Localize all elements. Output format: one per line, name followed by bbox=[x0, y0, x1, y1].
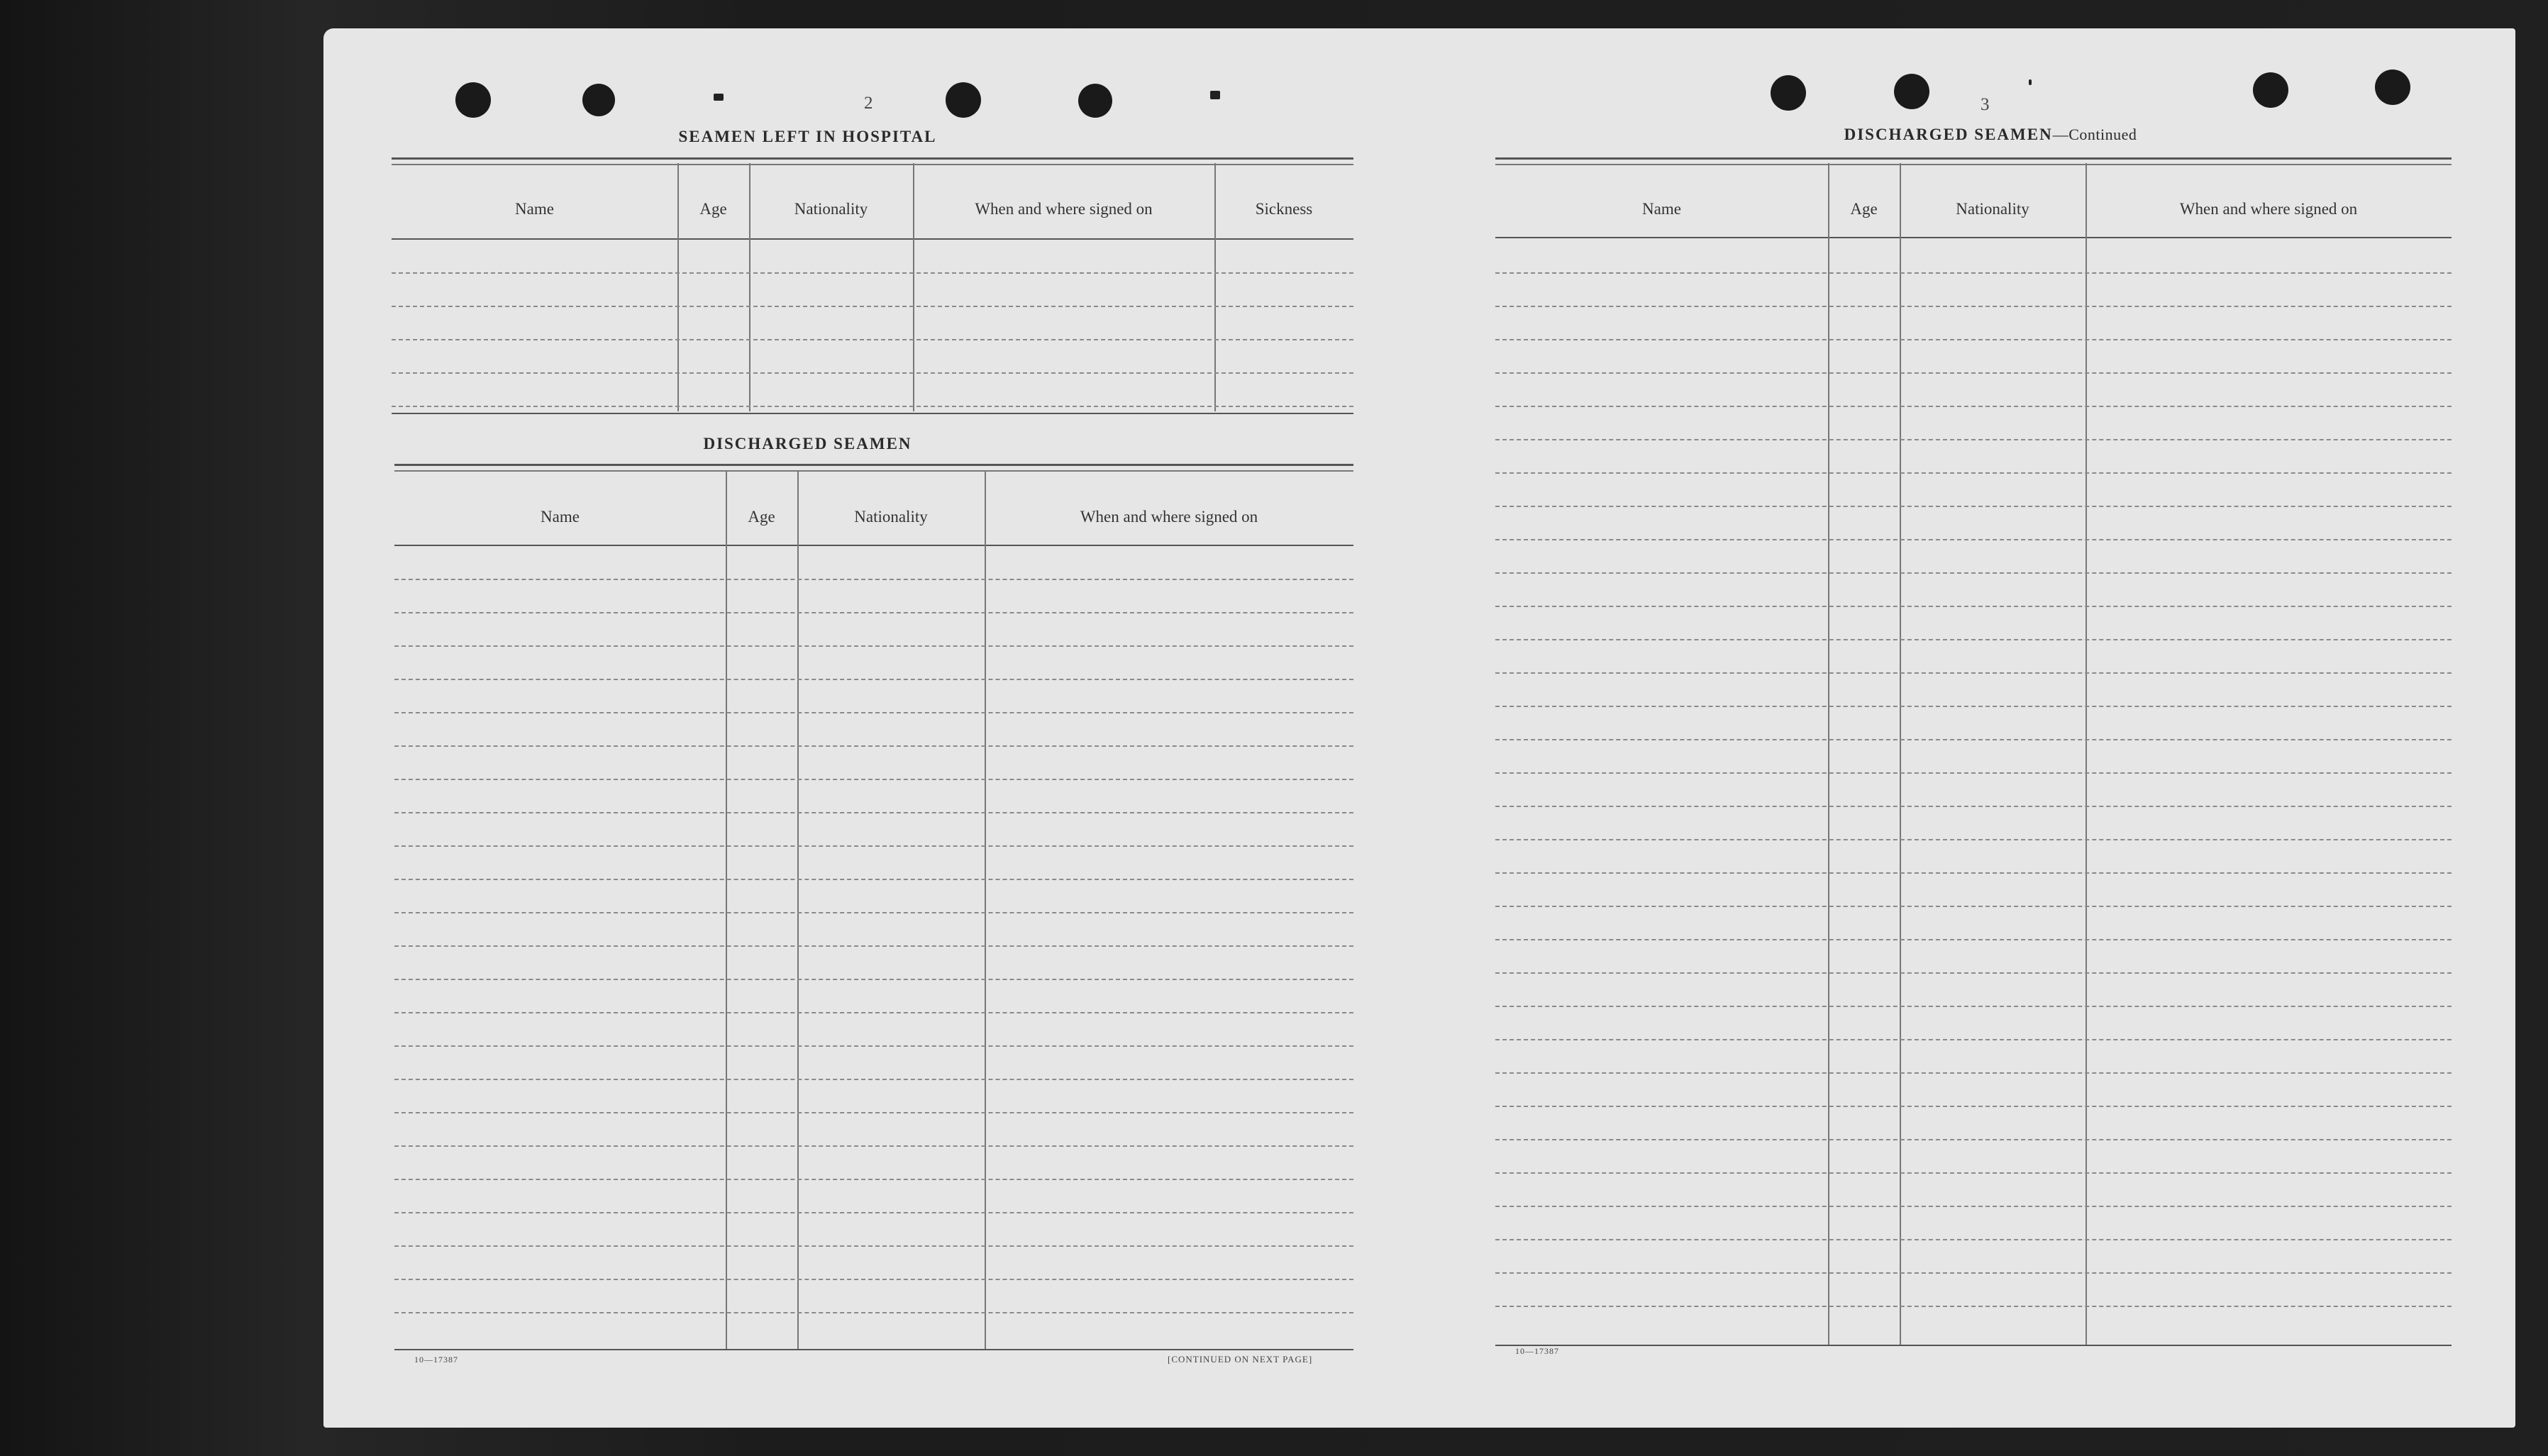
discharged-continued-title bbox=[1494, 126, 2487, 144]
table-row bbox=[394, 845, 1353, 847]
page-number: 2 bbox=[864, 94, 873, 113]
table-row bbox=[394, 1145, 1353, 1147]
table-row bbox=[1495, 739, 2452, 740]
column-divider bbox=[726, 471, 727, 1350]
table-row bbox=[394, 579, 1353, 580]
table-row bbox=[1495, 939, 2452, 940]
table-row bbox=[394, 979, 1353, 980]
column-header-age: Age bbox=[1850, 200, 1878, 218]
table-row bbox=[394, 1312, 1353, 1313]
column-header-nationality: Nationality bbox=[1956, 200, 2029, 218]
table-top-rule bbox=[392, 157, 1353, 165]
punch-hole bbox=[2253, 72, 2288, 108]
table-row bbox=[1495, 772, 2452, 774]
table-row bbox=[394, 812, 1353, 813]
table-top-rule bbox=[394, 464, 1353, 472]
table-row bbox=[1495, 506, 2452, 507]
table-row bbox=[394, 1179, 1353, 1180]
table-row bbox=[394, 1012, 1353, 1013]
table-row bbox=[1495, 1272, 2452, 1274]
table-row bbox=[1495, 1139, 2452, 1140]
table-row bbox=[1495, 639, 2452, 640]
table-row bbox=[1495, 1106, 2452, 1107]
column-header-age: Age bbox=[748, 508, 775, 526]
ink-speck bbox=[714, 94, 724, 101]
table-row bbox=[394, 912, 1353, 913]
column-divider bbox=[1900, 163, 1901, 1346]
punch-hole bbox=[1771, 75, 1806, 111]
hospital-table bbox=[392, 157, 1353, 444]
table-row bbox=[1495, 439, 2452, 440]
column-header-name: Name bbox=[515, 200, 554, 218]
table-row bbox=[1495, 706, 2452, 707]
column-header-signed-on: When and where signed on bbox=[2179, 200, 2358, 218]
table-row bbox=[1495, 1206, 2452, 1207]
title-suffix: —Continued bbox=[2052, 126, 2137, 143]
discharged-table-left bbox=[394, 464, 1353, 1379]
column-header-signed-on: When and where signed on bbox=[1080, 508, 1258, 526]
table-row bbox=[394, 612, 1353, 613]
punch-hole bbox=[946, 82, 981, 118]
table-row bbox=[392, 306, 1353, 307]
page-number: 3 bbox=[1981, 95, 1990, 114]
table-row bbox=[394, 1279, 1353, 1280]
table-row bbox=[1495, 372, 2452, 374]
table-row bbox=[394, 1212, 1353, 1213]
table-row bbox=[394, 1045, 1353, 1047]
column-divider bbox=[985, 471, 986, 1350]
column-header-nationality: Nationality bbox=[794, 200, 868, 218]
header-rule bbox=[392, 238, 1353, 240]
table-row bbox=[394, 879, 1353, 880]
table-row bbox=[392, 339, 1353, 340]
table-row bbox=[394, 712, 1353, 713]
header-rule bbox=[394, 545, 1353, 546]
table-row bbox=[392, 272, 1353, 274]
table-bottom-rule bbox=[392, 413, 1353, 414]
punch-hole bbox=[2375, 70, 2410, 105]
table-row bbox=[1495, 1039, 2452, 1040]
column-header-nationality: Nationality bbox=[854, 508, 928, 526]
hospital-title: SEAMEN LEFT IN HOSPITAL bbox=[678, 128, 937, 145]
table-row bbox=[1495, 472, 2452, 474]
table-row bbox=[392, 372, 1353, 374]
table-row bbox=[1495, 1172, 2452, 1174]
table-row bbox=[1495, 272, 2452, 274]
table-row bbox=[1495, 672, 2452, 674]
table-row bbox=[1495, 806, 2452, 807]
title-text: DISCHARGED SEAMEN bbox=[1844, 126, 2053, 143]
table-row bbox=[1495, 972, 2452, 974]
punch-hole bbox=[455, 82, 491, 118]
table-row bbox=[1495, 572, 2452, 574]
column-header-name: Name bbox=[541, 508, 580, 526]
punch-hole bbox=[1078, 84, 1112, 118]
table-bottom-rule bbox=[394, 1349, 1353, 1350]
header-rule bbox=[1495, 237, 2452, 238]
table-row bbox=[394, 945, 1353, 947]
table-bottom-rule bbox=[1495, 1345, 2452, 1346]
table-row bbox=[394, 745, 1353, 747]
table-row bbox=[394, 1112, 1353, 1113]
table-row bbox=[392, 406, 1353, 407]
column-divider bbox=[1828, 163, 1829, 1346]
column-divider bbox=[2086, 163, 2087, 1346]
table-row bbox=[1495, 839, 2452, 840]
column-header-name: Name bbox=[1642, 200, 1681, 218]
form-number: 10—17387 bbox=[414, 1355, 458, 1365]
table-row bbox=[1495, 339, 2452, 340]
punch-hole bbox=[1894, 74, 1929, 109]
ink-speck bbox=[1210, 91, 1220, 99]
column-header-age: Age bbox=[699, 200, 727, 218]
table-row bbox=[1495, 1306, 2452, 1307]
table-row bbox=[1495, 606, 2452, 607]
punch-hole bbox=[582, 84, 615, 116]
table-row bbox=[1495, 406, 2452, 407]
table-top-rule bbox=[1495, 157, 2452, 165]
continued-note: [CONTINUED ON NEXT PAGE] bbox=[1168, 1354, 1313, 1365]
form-number: 10—17387 bbox=[1515, 1346, 1559, 1356]
column-header-signed-on: When and where signed on bbox=[975, 200, 1153, 218]
table-row bbox=[1495, 872, 2452, 874]
table-row bbox=[394, 779, 1353, 780]
table-row bbox=[1495, 906, 2452, 907]
column-header-sickness: Sickness bbox=[1255, 200, 1313, 218]
table-row bbox=[394, 679, 1353, 680]
table-row bbox=[1495, 1006, 2452, 1007]
table-row bbox=[394, 1245, 1353, 1247]
table-row bbox=[394, 1079, 1353, 1080]
table-row bbox=[1495, 1239, 2452, 1240]
table-row bbox=[1495, 539, 2452, 540]
table-row bbox=[1495, 1072, 2452, 1074]
column-divider bbox=[797, 471, 799, 1350]
table-row bbox=[394, 645, 1353, 647]
ink-speck bbox=[2029, 79, 2032, 85]
table-row bbox=[1495, 306, 2452, 307]
discharged-table-right bbox=[1495, 157, 2452, 1377]
discharged-title: DISCHARGED SEAMEN bbox=[703, 435, 912, 452]
form-sheet bbox=[323, 28, 2515, 1428]
